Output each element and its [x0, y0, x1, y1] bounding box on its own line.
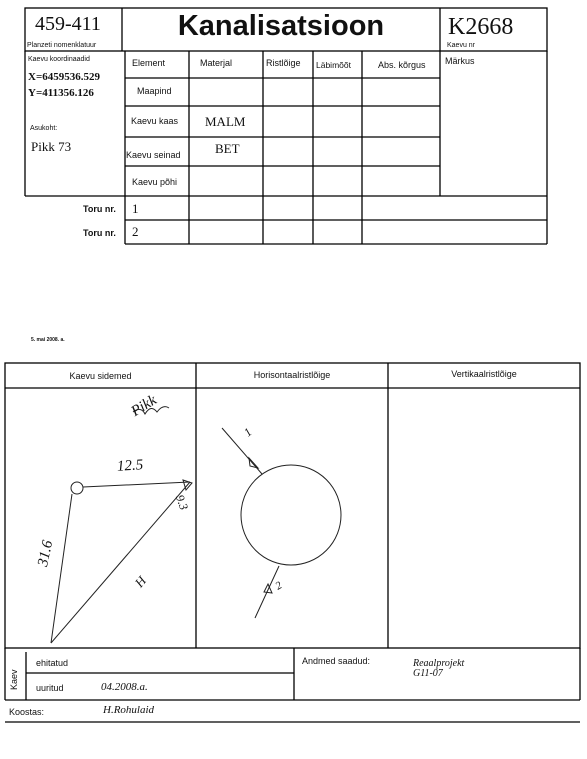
footer-side-label: Kaev: [9, 669, 19, 690]
footer-updated-value: 04.2008.a.: [101, 681, 148, 693]
sketch-dim-right: 9.3: [172, 492, 192, 512]
sketch-pipe-1: 1: [240, 424, 255, 440]
sketch-header-ties: Kaevu sidemed: [69, 371, 132, 381]
pipe-1-label: Toru nr.: [83, 204, 116, 214]
sketch-header-vertical: Vertikaalristlõige: [451, 369, 517, 379]
pipe-2-arrow: [264, 584, 272, 593]
footer-built-label: ehitatud: [36, 658, 69, 668]
col-header-material: Materjal: [200, 58, 233, 68]
row-element-ground: Maapind: [137, 86, 172, 96]
sketch-dim-diag: H: [131, 573, 150, 591]
coords-label: Kaevu koordinaadid: [28, 56, 90, 63]
footer-author-value: H.Rohulaid: [103, 704, 155, 716]
tie-line-diagonal: [51, 482, 190, 643]
coord-y: Y=411356.126: [28, 87, 94, 99]
footer-updated-label: uuritud: [36, 683, 64, 693]
footer-source-label: Andmed saadud:: [302, 656, 371, 666]
sketch-pipe-2: 2: [273, 579, 285, 593]
footer-author-label: Koostas:: [9, 707, 45, 717]
row-element-bottom: Kaevu põhi: [132, 177, 178, 187]
row-material-lid: MALM: [205, 114, 246, 129]
col-header-abs-height: Abs. kõrgus: [378, 60, 426, 70]
well-id: K2668: [448, 14, 514, 40]
tie-line-top: [83, 482, 190, 487]
row-material-walls: BET: [215, 141, 240, 156]
col-header-element: Element: [132, 58, 166, 68]
well-circle: [241, 465, 341, 565]
col-header-cross-section: Ristlõige: [266, 58, 301, 68]
tie-line-left: [51, 494, 72, 643]
coord-x: X=6459536.529: [28, 71, 100, 83]
date-note: 5. mai 2008. a.: [31, 337, 65, 343]
col-header-note: Märkus: [445, 56, 475, 66]
row-element-lid: Kaevu kaas: [131, 116, 179, 126]
location-value: Pikk 73: [31, 139, 72, 154]
sketch-dim-top: 12.5: [116, 457, 144, 475]
sketch-dim-left: 31.6: [35, 538, 57, 568]
sheet-label: Planzeti nomenklatuur: [27, 42, 97, 49]
pipe-1-arrow: [249, 458, 258, 468]
col-header-diameter: Läbimõõt: [316, 60, 351, 70]
pipe-1-number: 1: [132, 201, 139, 216]
row-element-walls: Kaevu seinad: [126, 150, 181, 160]
page-title: Kanalisatsioon: [177, 10, 385, 42]
footer-source-value-1: Reaalprojekt: [413, 658, 465, 669]
pipe-2-label: Toru nr.: [83, 228, 116, 238]
footer-source-value-2: G11-07: [413, 668, 443, 679]
sketch-header-horizontal: Horisontaalristlõige: [253, 370, 331, 380]
well-marker: [71, 482, 83, 494]
pipe-2-number: 2: [132, 224, 139, 239]
well-label: Kaevu nr: [447, 42, 476, 49]
sketch-street-note: Pikk: [128, 392, 160, 420]
sheet-number: 459-411: [35, 13, 101, 35]
location-label: Asukoht:: [30, 125, 58, 132]
